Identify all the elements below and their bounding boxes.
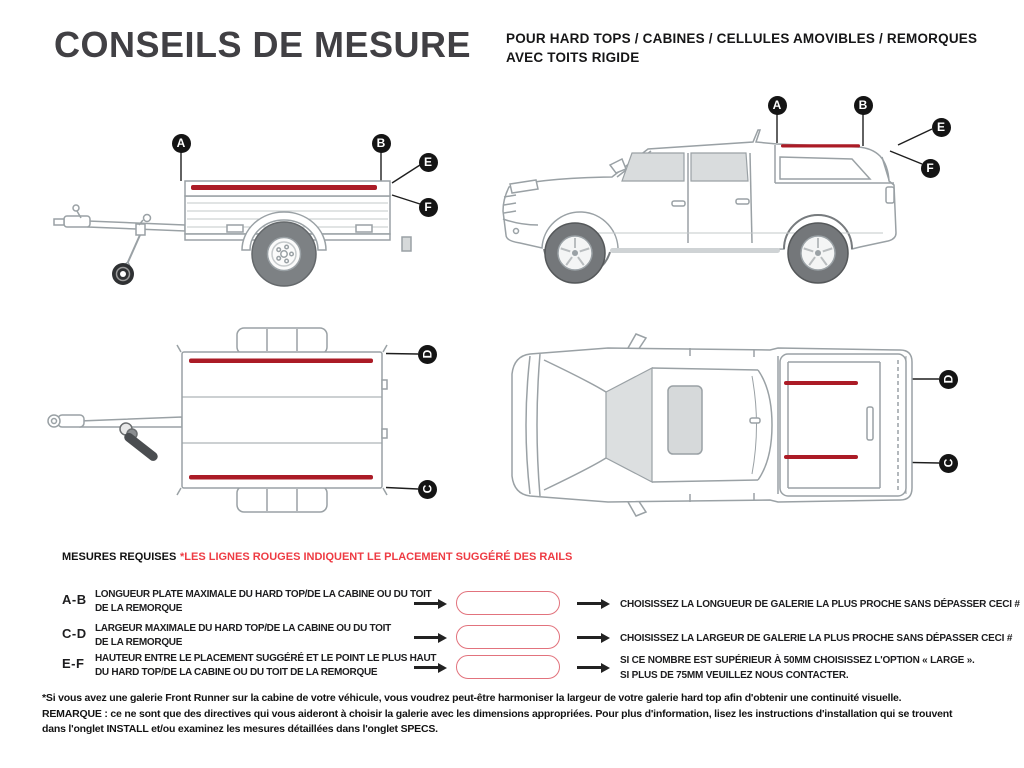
measures-heading: MESURES REQUISES <box>62 551 177 563</box>
measure-description: LARGEUR MAXIMALE DU HARD TOP/DE LA CABINE OU DU TOIT DE LA REMORQUE <box>95 623 391 648</box>
measurement-write-in-box <box>456 591 560 615</box>
rail-red-line <box>189 475 373 480</box>
arrow-right-icon <box>414 636 438 639</box>
marker-d: D <box>418 345 437 364</box>
measure-description: LONGUEUR PLATE MAXIMALE DU HARD TOP/DE LA CABINE OU DU TOIT DE LA REMORQUE <box>95 589 432 614</box>
page-title: CONSEILS DE MESURE <box>54 24 472 65</box>
trailer-body <box>54 181 411 286</box>
marker-b: B <box>372 134 391 153</box>
marker-f: F <box>921 159 940 178</box>
truck-body <box>503 130 896 283</box>
footer-line3: dans l'onglet INSTALL et/ou examinez les mesures détaillées dans l'onglet SPECS. <box>42 723 438 735</box>
measure-instruction: CHOISISSEZ LA LONGUEUR DE GALERIE LA PLUS PROCHE SANS DÉPASSER CECI # <box>620 599 1020 610</box>
footer-note <box>42 691 1004 738</box>
marker-c: C <box>418 480 437 499</box>
measure-instruction: CHOISISSEZ LA LARGEUR DE GALERIE LA PLUS PROCHE SANS DÉPASSER CECI # <box>620 633 1013 644</box>
measurement-write-in-box <box>456 655 560 679</box>
measure-row-cd <box>0 622 1024 656</box>
measure-row-ab <box>0 588 1024 622</box>
measure-id: C-D <box>62 626 87 641</box>
truck-top-body <box>512 334 912 516</box>
measure-row-ef <box>0 652 1024 686</box>
footer-line1: *Si vous avez une galerie Front Runner sur la cabine de votre véhicule, vous voudrez peut-être harmoniser la largeur de votre galerie hard top afin d'obtenir une continuité visuelle. <box>42 692 902 704</box>
measure-id: A-B <box>62 592 87 607</box>
marker-e: E <box>932 118 951 137</box>
marker-a: A <box>768 96 787 115</box>
trailer-side-view-drawing <box>40 100 460 310</box>
truck-top-view-drawing <box>500 330 1024 530</box>
measure-instruction: SI CE NOMBRE EST SUPÉRIEUR À 50MM CHOISISSEZ L'OPTION « LARGE ». SI PLUS DE 75MM VEUILLEZ NOUS CONTACTER. <box>620 655 975 681</box>
marker-connectors <box>386 354 418 490</box>
truck-top-view <box>500 330 1024 530</box>
trailer-side-view <box>40 100 460 310</box>
red-lines-note: *LES LIGNES ROUGES INDIQUENT LE PLACEMENT SUGGÉRÉ DES RAILS <box>180 551 573 563</box>
rail-red-line <box>781 144 860 147</box>
page-subtitle-line1: POUR HARD TOPS / CABINES / CELLULES AMOVIBLES / REMORQUES <box>506 31 978 46</box>
marker-e: E <box>419 153 438 172</box>
marker-f: F <box>419 198 438 217</box>
marker-b: B <box>854 96 873 115</box>
arrow-right-icon <box>414 602 438 605</box>
page-subtitle <box>506 29 977 67</box>
arrow-right-icon <box>577 602 601 605</box>
arrow-right-icon <box>414 666 438 669</box>
truck-side-view <box>490 85 1024 295</box>
measurement-write-in-box <box>456 625 560 649</box>
measure-description: HAUTEUR ENTRE LE PLACEMENT SUGGÉRÉ ET LE POINT LE PLUS HAUT DU HARD TOP/DE LA CABINE OU DU TOIT DE LA REMORQUE <box>95 653 437 678</box>
marker-a: A <box>172 134 191 153</box>
trailer-top-body <box>48 328 387 512</box>
page-subtitle-line2: AVEC TOITS RIGIDE <box>506 50 640 65</box>
rail-red-line <box>784 381 858 385</box>
trailer-top-view <box>40 325 460 525</box>
arrow-right-icon <box>577 636 601 639</box>
truck-side-view-drawing <box>490 85 1024 295</box>
rail-red-line <box>189 359 373 364</box>
footer-line2: REMARQUE : ce ne sont que des directives qui vous aideront à choisir la galerie avec les dimensions appropriées. Pour plus d'information, lisez les instructions d'installation qui se trouvent <box>42 707 953 720</box>
marker-d: D <box>939 370 958 389</box>
rail-red-line <box>191 185 377 190</box>
rail-red-line <box>784 455 858 459</box>
trailer-top-view-drawing <box>40 325 460 525</box>
marker-c: C <box>939 454 958 473</box>
measure-id: E-F <box>62 656 85 671</box>
arrow-right-icon <box>577 666 601 669</box>
